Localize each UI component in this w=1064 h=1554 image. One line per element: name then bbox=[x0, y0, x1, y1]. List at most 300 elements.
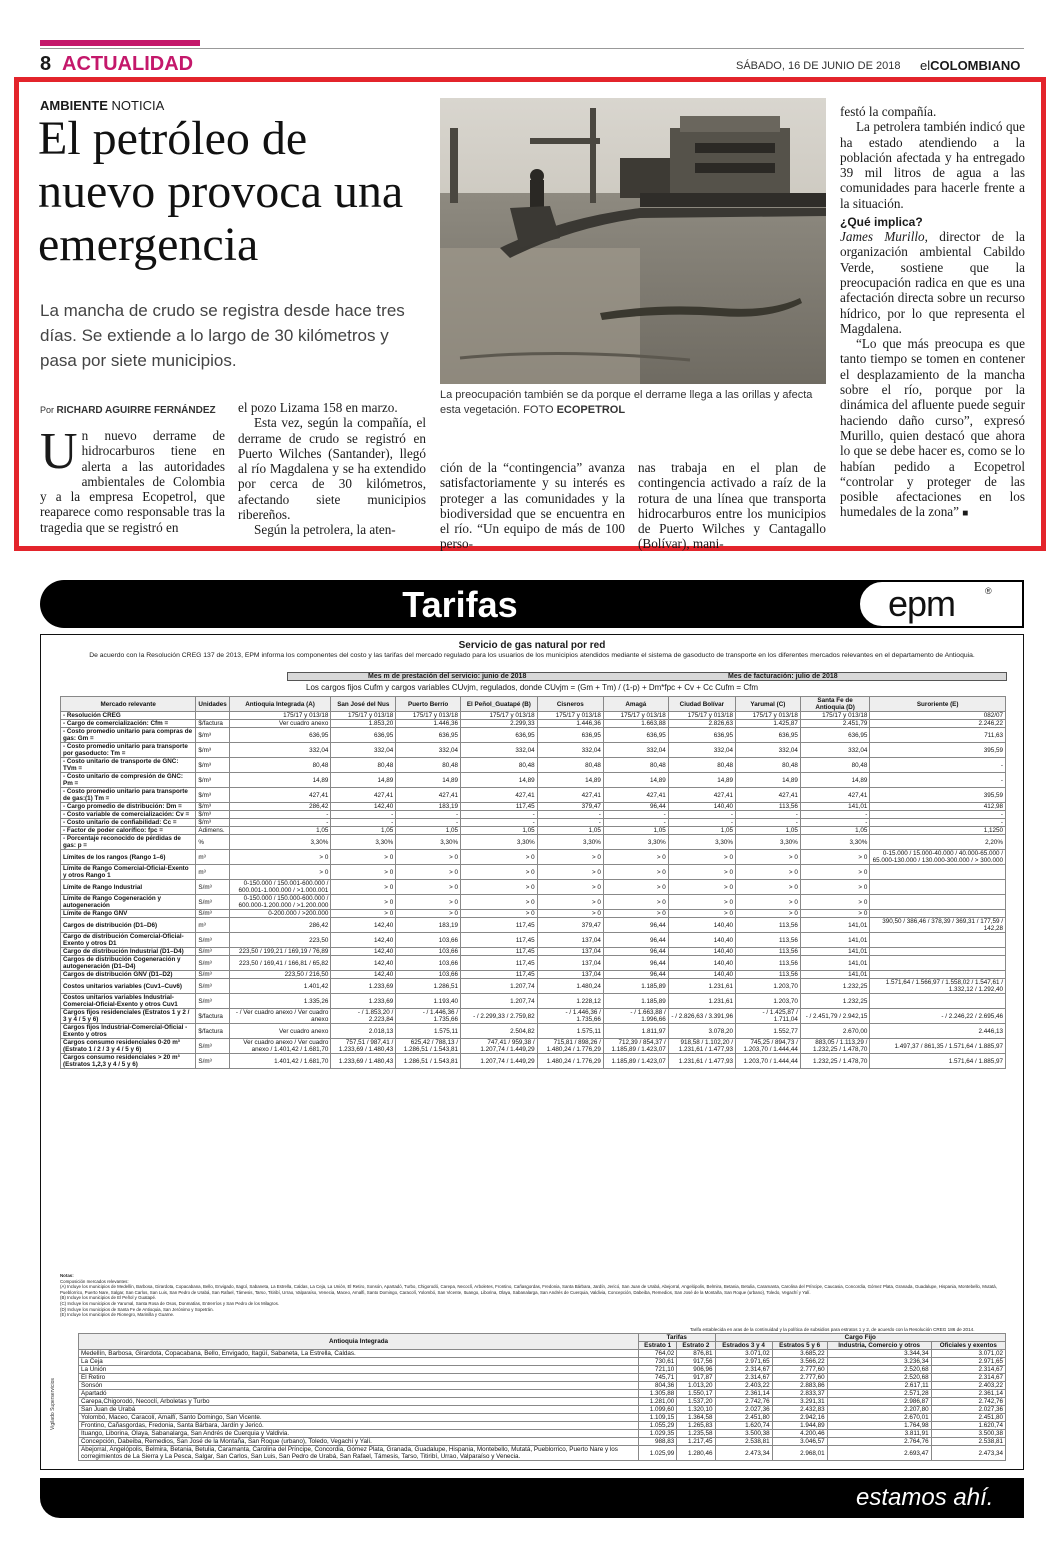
oil-spill-photo bbox=[440, 98, 826, 384]
tariff-value: 2.361,14 bbox=[931, 1390, 1005, 1398]
tariff-value: 2.617,11 bbox=[827, 1382, 931, 1390]
row-value: > 0 bbox=[668, 865, 735, 880]
top-accent-rule bbox=[40, 40, 200, 46]
row-value: 14,89 bbox=[735, 773, 800, 788]
article-kicker bbox=[40, 98, 164, 113]
row-value: 636,95 bbox=[800, 728, 870, 743]
tariff-value: 2.473,34 bbox=[715, 1446, 772, 1461]
row-value: - bbox=[870, 773, 1006, 788]
column-5-paragraph-4-text: “Lo que más preocupa es que tanto tiempo se tomen en contener el desplazamiento de la mancha sobre el río, porque por la dinámica del afluente puede seguir haciendo daño curso”, expresó Murillo, quien destacó que ahora lo que se debe hacer es, como se lo habían pedido a Ecopetrol “controlar y proteger de las posible afectaciones en los humedales de la zona” bbox=[840, 336, 1025, 520]
row-value: 3,30% bbox=[537, 835, 603, 850]
row-value: > 0 bbox=[396, 895, 461, 910]
row-value: 427,41 bbox=[800, 788, 870, 803]
row-value: > 0 bbox=[735, 865, 800, 880]
antioquia-row bbox=[79, 1398, 1006, 1406]
gas-tariff-row bbox=[61, 865, 1006, 880]
row-value: 142,40 bbox=[331, 956, 396, 971]
row-value: > 0 bbox=[603, 895, 668, 910]
row-value: 918,58 / 1.102,20 / 1.231,61 / 1.477,93 bbox=[668, 1039, 735, 1054]
tariff-value: 2.971,65 bbox=[931, 1358, 1005, 1366]
tariff-value: 1.944,89 bbox=[772, 1422, 827, 1430]
row-value: S/m³ bbox=[196, 895, 229, 910]
row-value: 175/17 y 013/18 bbox=[668, 712, 735, 720]
row-value: - / Ver cuadro anexo / Ver cuadro anexo bbox=[229, 1009, 331, 1024]
tariff-formula: Los cargos fijos Cufm y cargos variables CUvjm, regulados, donde CUvjm = (Gm + Tm) / (1-p) + Dm*fpc + Cv + Cc Cufm = Cfm bbox=[306, 683, 758, 692]
row-value: S/m³ bbox=[196, 979, 229, 994]
row-value: - bbox=[537, 819, 603, 827]
tariff-value: 3.344,34 bbox=[827, 1350, 931, 1358]
tariff-value: 3.046,57 bbox=[772, 1438, 827, 1446]
tariff-value: 2.403,22 bbox=[715, 1382, 772, 1390]
row-value: 636,95 bbox=[461, 728, 538, 743]
row-value: 747,41 / 959,38 / 1.207,74 / 1.449,29 bbox=[461, 1039, 538, 1054]
row-label: Cargo de distribución Comercial-Oficial-Exento y otros D1 bbox=[61, 933, 196, 948]
row-value: 1.233,69 bbox=[331, 994, 396, 1009]
row-value: S/m³ bbox=[196, 971, 229, 979]
row-value: 332,04 bbox=[461, 743, 538, 758]
row-value: 332,04 bbox=[603, 743, 668, 758]
row-label: - Factor de poder calorífico: fpc = bbox=[61, 827, 196, 835]
row-value: 80,48 bbox=[603, 758, 668, 773]
municipality-cell: Medellín, Barbosa, Girardota, Copacabana, Bello, Envigado, Itagüí, Sabaneta, La Estrella, Caldas. bbox=[79, 1350, 639, 1358]
row-value: 14,89 bbox=[668, 773, 735, 788]
gas-tariff-row bbox=[61, 910, 1006, 918]
row-label: - Cargo promedio de distribución: Dm = bbox=[61, 803, 196, 811]
row-value: 1.446,36 bbox=[396, 720, 461, 728]
tariff-value: 917,56 bbox=[677, 1358, 715, 1366]
antioquia-row bbox=[79, 1382, 1006, 1390]
row-value: 1,05 bbox=[331, 827, 396, 835]
row-label: - Porcentaje reconocido de pérdidas de gas: p = bbox=[61, 835, 196, 850]
row-value: 117,45 bbox=[461, 948, 538, 956]
billing-period-bar bbox=[287, 672, 1007, 681]
row-value: 1.401,42 bbox=[229, 979, 331, 994]
row-value: 427,41 bbox=[229, 788, 331, 803]
tariff-value: 2.942,16 bbox=[772, 1414, 827, 1422]
note-line: (B) Incluye los municipios de El Peñol y Guatapé. bbox=[60, 1295, 157, 1301]
row-value: 117,45 bbox=[461, 933, 538, 948]
row-value: > 0 bbox=[800, 880, 870, 895]
tariff-value: 2.520,68 bbox=[827, 1374, 931, 1382]
row-value: 0-150.000 / 150.000-600.000 / 600.000-1.200.000 / >1.200.000 bbox=[229, 895, 331, 910]
row-value: 80,48 bbox=[537, 758, 603, 773]
row-value: 2.018,13 bbox=[331, 1024, 396, 1039]
row-value: 636,95 bbox=[331, 728, 396, 743]
row-value: 1,05 bbox=[229, 827, 331, 835]
antioquia-row bbox=[79, 1406, 1006, 1414]
row-value: 103,66 bbox=[396, 956, 461, 971]
column-5-subheading: ¿Qué implica? bbox=[840, 215, 923, 230]
gas-tariff-row bbox=[61, 850, 1006, 865]
gas-tariff-body bbox=[61, 712, 1006, 1069]
row-value: Adimens. bbox=[196, 827, 229, 835]
row-value: 332,04 bbox=[735, 743, 800, 758]
tariff-value: 917,87 bbox=[677, 1374, 715, 1382]
column-5-paragraph-2: La petrolera también indicó que ha estado atendiendo a la población afectada y ha entregado 39 mil litros de agua a las comunidades para hacerle frente a la situación. bbox=[840, 119, 1025, 211]
note-line: (A) Incluye los municipios de Medellín, Barbosa, Girardota, Copacabana, Bello, Envigado, Itagüí, Sabaneta, La Estrella, Caldas, La Ceja, La Unión, El Retiro, Sonsón, Apartadó, Turbo, Chigorodó, Carepa, Necoclí, Arboletes, Frontino, Cañasgordas, Fredonia, Santa Bárbara, Jardín, Jericó, San Juan de Urabá, Abejorral, Angelópolis, Belmira, Betania, Betulia, Caramanta, Carolina del Príncipe, Caucasia, Concordia, Gómez Plata, Granada, Guadalupe, Hispania, Montebello, Mutatá, Pueblorrico, Puerto Nare, Salgar, San Carlos, San Luis, San Pedro de Urabá, San Rafael, Támesis, Tarso, Titiribí, Urrao, Valparaíso, Venecia, Maceo, Amalfi, Santo Domingo, Caracolí, Yolombó, San Vicente, Ituango, Liborina, Olaya, Sabanalarga, San Andrés de Cuerquia, Valdivia, Concepción, Dabeiba, Remedios, San José de la Montaña, San Roque (urbano), Toledo, Vegachí y Yalí. bbox=[60, 1284, 997, 1295]
tariff-value: 2.986,87 bbox=[827, 1398, 931, 1406]
row-label: Cargos de distribución Cogeneración y autogeneración (D1–D4) bbox=[61, 956, 196, 971]
row-value: 96,44 bbox=[603, 956, 668, 971]
tariff-value: 2.207,80 bbox=[827, 1406, 931, 1414]
antioquia-group-row bbox=[79, 1334, 1006, 1342]
row-value: 1,05 bbox=[735, 827, 800, 835]
tariff-value: 3.291,31 bbox=[772, 1398, 827, 1406]
row-label: Cargo de distribución Industrial (D1–D4) bbox=[61, 948, 196, 956]
row-value: > 0 bbox=[800, 865, 870, 880]
row-value: 142,40 bbox=[331, 971, 396, 979]
row-value: - bbox=[735, 819, 800, 827]
tariff-value: 2.403,22 bbox=[931, 1382, 1005, 1390]
quoted-source-name: James Murillo bbox=[840, 229, 925, 245]
row-value: S/m³ bbox=[196, 880, 229, 895]
row-value: 142,40 bbox=[331, 933, 396, 948]
gas-tariff-row bbox=[61, 788, 1006, 803]
row-value: 1.480,24 / 1.776,29 bbox=[537, 1054, 603, 1069]
row-value: 390,50 / 386,46 / 378,39 / 369,31 / 177,59 / 142,28 bbox=[870, 918, 1006, 933]
row-value: > 0 bbox=[537, 850, 603, 865]
row-value: - / 1.853,20 / 2.223,84 bbox=[331, 1009, 396, 1024]
gas-tariff-row bbox=[61, 1024, 1006, 1039]
tariff-value: 2.777,60 bbox=[772, 1366, 827, 1374]
row-value: 1.575,11 bbox=[537, 1024, 603, 1039]
antioquia-body bbox=[79, 1350, 1006, 1461]
row-value: 137,04 bbox=[537, 971, 603, 979]
row-value: Ver cuadro anexo bbox=[229, 1024, 331, 1039]
gas-tariff-row bbox=[61, 803, 1006, 811]
row-value: - / 1.663,88 / 1.996,66 bbox=[603, 1009, 668, 1024]
tariff-value: 3.811,91 bbox=[827, 1430, 931, 1438]
antioquia-header-cell: Estratos 5 y 6 bbox=[772, 1342, 827, 1350]
tariff-value: 2.432,83 bbox=[772, 1406, 827, 1414]
row-value: - bbox=[461, 811, 538, 819]
gas-tariff-row bbox=[61, 758, 1006, 773]
row-value: - bbox=[396, 819, 461, 827]
tariff-value: 1.320,10 bbox=[677, 1406, 715, 1414]
byline-author: RICHARD AGUIRRE FERNÁNDEZ bbox=[56, 405, 216, 416]
row-value: 1.233,69 / 1.480,43 bbox=[331, 1054, 396, 1069]
row-value bbox=[870, 910, 1006, 918]
row-value: $/factura bbox=[196, 1009, 229, 1024]
vigilado-mark: Vigilado Superservicios bbox=[50, 1378, 56, 1430]
tariff-value: 3.071,02 bbox=[715, 1350, 772, 1358]
row-value: > 0 bbox=[603, 910, 668, 918]
tariff-value: 2.314,67 bbox=[715, 1374, 772, 1382]
row-value: $/m³ bbox=[196, 811, 229, 819]
row-value: - bbox=[229, 811, 331, 819]
row-value bbox=[870, 880, 1006, 895]
billing-month: Mes de facturación: julio de 2018 bbox=[728, 673, 838, 680]
row-value: 1.497,37 / 861,35 / 1.571,64 / 1.885,97 bbox=[870, 1039, 1006, 1054]
tariff-value: 2.571,28 bbox=[827, 1390, 931, 1398]
note-line: (E) Incluye los municipios de Rionegro, Marinilla y Guarne. bbox=[60, 1312, 175, 1318]
gas-tariff-row bbox=[61, 918, 1006, 933]
column-2-paragraph-1: el pozo Lizama 158 en marzo. bbox=[238, 400, 398, 415]
row-value: 175/17 y 013/18 bbox=[229, 712, 331, 720]
gas-tariff-row bbox=[61, 728, 1006, 743]
row-value: 1,05 bbox=[461, 827, 538, 835]
row-value: 427,41 bbox=[461, 788, 538, 803]
tariff-value: 3.500,38 bbox=[931, 1430, 1005, 1438]
row-value: 395,59 bbox=[870, 788, 1006, 803]
row-value: 140,40 bbox=[668, 956, 735, 971]
row-value: 223,50 / 199,21 / 169,19 / 76,89 bbox=[229, 948, 331, 956]
row-value: 1,05 bbox=[668, 827, 735, 835]
tariff-value: 2.693,47 bbox=[827, 1446, 931, 1461]
row-value: > 0 bbox=[537, 865, 603, 880]
row-value: 1.185,89 / 1.423,07 bbox=[603, 1054, 668, 1069]
tariff-intro: De acuerdo con la Resolución CREG 137 de 2013, EPM informa los componentes del costo y las tarifas del mercado regulado para los usuarios de los municipios atendidos mediante el sistema de gasoducto de transporte en los diferentes mercados relevantes en el departamento de Antioquia. bbox=[89, 652, 975, 659]
row-value: > 0 bbox=[331, 865, 396, 880]
row-label: Límite de Rango Cogeneración y autogeneración bbox=[61, 895, 196, 910]
gas-tariff-header-row bbox=[61, 697, 1006, 712]
row-value: > 0 bbox=[735, 910, 800, 918]
tariff-value: 1.109,15 bbox=[639, 1414, 677, 1422]
row-value: > 0 bbox=[735, 880, 800, 895]
article-column-4: nas trabaja en el plan de contingencia activado a raíz de la rotura de una línea que transporta hidrocarburos entre los municipios de Puerto Wilches y Cantagallo (Bolívar), mani- bbox=[638, 460, 826, 552]
row-value: 80,48 bbox=[461, 758, 538, 773]
row-label: Cargos consumo residenciales > 20 m³ (Estratos 1,2,3 y 4 / 5 y 6) bbox=[61, 1054, 196, 1069]
row-value: 113,56 bbox=[735, 918, 800, 933]
tariff-value: 1.217,45 bbox=[677, 1438, 715, 1446]
row-value: 117,45 bbox=[461, 956, 538, 971]
row-value: 745,25 / 894,73 / 1.203,70 / 1.444,44 bbox=[735, 1039, 800, 1054]
gas-tariff-table bbox=[60, 696, 1006, 1069]
row-label: Límite de Rango Industrial bbox=[61, 880, 196, 895]
row-value: 395,59 bbox=[870, 743, 1006, 758]
row-value: - bbox=[870, 819, 1006, 827]
row-value: 1.228,12 bbox=[537, 994, 603, 1009]
ad-slogan: estamos ahí. bbox=[856, 1484, 994, 1511]
cargo-fijo-group: Cargo Fijo bbox=[715, 1334, 1006, 1342]
row-value: - bbox=[800, 811, 870, 819]
municipality-cell: La Ceja bbox=[79, 1358, 639, 1366]
row-value: % bbox=[196, 835, 229, 850]
tariff-value: 4.200,46 bbox=[772, 1430, 827, 1438]
antioquia-row bbox=[79, 1350, 1006, 1358]
tariff-value: 1.235,58 bbox=[677, 1430, 715, 1438]
row-value: 3,30% bbox=[396, 835, 461, 850]
tariff-value: 1.281,00 bbox=[639, 1398, 677, 1406]
row-value: 636,95 bbox=[537, 728, 603, 743]
row-value bbox=[870, 956, 1006, 971]
row-value: > 0 bbox=[331, 910, 396, 918]
row-value: > 0 bbox=[668, 895, 735, 910]
row-value: 141,01 bbox=[800, 933, 870, 948]
gas-tariff-header-cell: Cisneros bbox=[537, 697, 603, 712]
row-label: Cargos de distribución GNV (D1–D2) bbox=[61, 971, 196, 979]
tariff-value: 1.099,60 bbox=[639, 1406, 677, 1414]
row-value: 80,48 bbox=[396, 758, 461, 773]
gas-tariff-header-cell: Antioquia Integrada (A) bbox=[229, 697, 331, 712]
row-value: 137,04 bbox=[537, 948, 603, 956]
row-value: 1.231,61 / 1.477,93 bbox=[668, 1054, 735, 1069]
row-value: > 0 bbox=[668, 880, 735, 895]
row-value: - bbox=[396, 811, 461, 819]
row-value: 1.232,25 bbox=[800, 994, 870, 1009]
tariff-value: 3.071,02 bbox=[931, 1350, 1005, 1358]
column-5-paragraph-4 bbox=[840, 336, 1025, 522]
row-value: 1.207,74 bbox=[461, 994, 538, 1009]
tariff-value: 3.236,34 bbox=[827, 1358, 931, 1366]
row-value: 141,01 bbox=[800, 956, 870, 971]
registered-mark: ® bbox=[985, 586, 992, 596]
row-value: 2.670,00 bbox=[800, 1024, 870, 1039]
caption-text: La preocupación también se da porque el derrame llega a las orillas y afecta esta vegetación. FOTO bbox=[440, 389, 813, 416]
row-value: 3,30% bbox=[668, 835, 735, 850]
tariff-value: 721,10 bbox=[639, 1366, 677, 1374]
epm-logo: epm bbox=[888, 583, 956, 624]
row-value: 14,89 bbox=[537, 773, 603, 788]
tariff-value: 2.027,36 bbox=[931, 1406, 1005, 1414]
gas-tariff-header-cell: Mercado relevante bbox=[61, 697, 196, 712]
tariff-value: 2.742,76 bbox=[931, 1398, 1005, 1406]
note-line: (D) Incluye los municipios de Santa Fe de Antioquia, San Jerónimo y Sopetrán. bbox=[60, 1306, 214, 1312]
row-value: 636,95 bbox=[229, 728, 331, 743]
gas-tariff-header-cell: Suroriente (E) bbox=[870, 697, 1006, 712]
antioquia-row bbox=[79, 1422, 1006, 1430]
row-value: 636,95 bbox=[735, 728, 800, 743]
row-value: 1.401,42 / 1.681,70 bbox=[229, 1054, 331, 1069]
row-value: 1.203,70 bbox=[735, 994, 800, 1009]
row-value: 1.185,89 bbox=[603, 979, 668, 994]
row-value: 113,56 bbox=[735, 933, 800, 948]
column-5-paragraph-3 bbox=[840, 229, 1025, 336]
row-value: 3,30% bbox=[800, 835, 870, 850]
column-5-paragraph-3-text: , director de la organización ambiental Cabildo Verde, sostiene que la preocupación radica en que es una afectación directa sobre un recurso hídrico, por lo que representa el Magdalena. bbox=[840, 229, 1025, 336]
tariff-value: 2.314,67 bbox=[715, 1366, 772, 1374]
row-value: - / 2.826,63 / 3.391,96 bbox=[668, 1009, 735, 1024]
row-value: 1.232,25 / 1.478,70 bbox=[800, 1054, 870, 1069]
row-value: 96,44 bbox=[603, 803, 668, 811]
row-value: > 0 bbox=[800, 850, 870, 865]
page-number: 8 bbox=[40, 53, 52, 75]
row-value: - bbox=[331, 811, 396, 819]
row-value: - bbox=[870, 758, 1006, 773]
row-value: 14,89 bbox=[603, 773, 668, 788]
row-value: 082/07 bbox=[870, 712, 1006, 720]
row-value: 14,89 bbox=[331, 773, 396, 788]
municipality-cell: La Unión bbox=[79, 1366, 639, 1374]
row-value: 80,48 bbox=[800, 758, 870, 773]
antioquia-row bbox=[79, 1430, 1006, 1438]
tariff-value: 2.314,67 bbox=[931, 1366, 1005, 1374]
tariff-value: 2.971,65 bbox=[715, 1358, 772, 1366]
antioquia-row bbox=[79, 1374, 1006, 1382]
newspaper-logo bbox=[920, 58, 1020, 73]
row-value: 3,30% bbox=[461, 835, 538, 850]
row-value: 427,41 bbox=[537, 788, 603, 803]
municipality-cell: San Juan de Urabá bbox=[79, 1406, 639, 1414]
row-value: > 0 bbox=[537, 910, 603, 918]
gas-tariff-header-cell: Santa Fe de Antioquia (D) bbox=[800, 697, 870, 712]
tariff-value: 1.620,74 bbox=[715, 1422, 772, 1430]
row-value: > 0 bbox=[537, 880, 603, 895]
gas-tariff-row bbox=[61, 1054, 1006, 1069]
tariff-value: 906,96 bbox=[677, 1366, 715, 1374]
row-value: 1.853,20 bbox=[331, 720, 396, 728]
row-value: 636,95 bbox=[603, 728, 668, 743]
article-column-5 bbox=[840, 104, 1025, 522]
row-value: 113,56 bbox=[735, 956, 800, 971]
row-value: 1.335,26 bbox=[229, 994, 331, 1009]
row-value: 427,41 bbox=[603, 788, 668, 803]
row-value: > 0 bbox=[603, 850, 668, 865]
row-value: 712,39 / 854,37 / 1.185,89 / 1.423,07 bbox=[603, 1039, 668, 1054]
note-line: (C) Incluye los municipios de Yarumal, Santa Rosa de Osos, Donmatías, Entrerríos y San Pedro de los Milagros. bbox=[60, 1300, 279, 1306]
row-value: 3,30% bbox=[735, 835, 800, 850]
tarifas-group: Tarifas bbox=[639, 1334, 716, 1342]
column-5-paragraph-1: festó la compañía. bbox=[840, 104, 937, 119]
row-value: 80,48 bbox=[735, 758, 800, 773]
row-value: > 0 bbox=[461, 910, 538, 918]
row-value: 2.299,33 bbox=[461, 720, 538, 728]
antioquia-header-cell: Estrato 1 bbox=[639, 1342, 677, 1350]
row-value: 1.663,88 bbox=[603, 720, 668, 728]
row-label: - Resolución CREG bbox=[61, 712, 196, 720]
row-value: > 0 bbox=[735, 850, 800, 865]
tariff-notes bbox=[60, 1273, 1004, 1318]
tariff-value: 2.670,01 bbox=[827, 1414, 931, 1422]
article-column-2 bbox=[238, 400, 426, 538]
row-value: 140,40 bbox=[668, 971, 735, 979]
row-value: 80,48 bbox=[331, 758, 396, 773]
row-value: 332,04 bbox=[668, 743, 735, 758]
row-value bbox=[870, 895, 1006, 910]
row-value bbox=[870, 948, 1006, 956]
row-label: Costos unitarios variables Industrial-Comercial-Oficial-Exento y otros Cuv1 bbox=[61, 994, 196, 1009]
row-value: 80,48 bbox=[668, 758, 735, 773]
row-value: 117,45 bbox=[461, 971, 538, 979]
gas-tariff-row bbox=[61, 712, 1006, 720]
row-value: 140,40 bbox=[668, 948, 735, 956]
row-value: 1.193,40 bbox=[396, 994, 461, 1009]
row-value: 332,04 bbox=[537, 743, 603, 758]
tariff-value: 3.685,22 bbox=[772, 1350, 827, 1358]
row-value: > 0 bbox=[331, 850, 396, 865]
article-column-1 bbox=[40, 423, 225, 535]
service-month: Mes m de prestación del servicio: junio de 2018 bbox=[368, 673, 527, 680]
row-label: Límite de Rango GNV bbox=[61, 910, 196, 918]
row-value: 0-15.000 / 15.000-40.000 / 40.000-65.000 / 65.000-130.000 / 130.000-300.000 / > 300.000 bbox=[870, 850, 1006, 865]
row-value: m³ bbox=[196, 918, 229, 933]
row-value: 1.203,70 / 1.444,44 bbox=[735, 1054, 800, 1069]
row-value: > 0 bbox=[396, 910, 461, 918]
gas-tariff-row bbox=[61, 835, 1006, 850]
row-value: 636,95 bbox=[396, 728, 461, 743]
column-2-paragraph-2: Esta vez, según la compañía, el derrame de crudo se registró en Puerto Wilches (Santander), llegó al río Magdalena y se ha extendido por cerca de 30 kilómetros, afectando siete municipios ribereños. bbox=[238, 415, 426, 523]
row-label: - Costo unitario de compresión de GNC: Pm = bbox=[61, 773, 196, 788]
antioquia-header-cell: Industria, Comercio y otros bbox=[827, 1342, 931, 1350]
gas-tariff-header-cell: Puerto Berrío bbox=[396, 697, 461, 712]
row-value: > 0 bbox=[668, 910, 735, 918]
row-value: 141,01 bbox=[800, 803, 870, 811]
row-value: 183,19 bbox=[396, 803, 461, 811]
row-value: - bbox=[537, 811, 603, 819]
municipality-cell: Ituango, Liborina, Olaya, Sabanalarga, San Andrés de Cuerquia y Valdivia. bbox=[79, 1430, 639, 1438]
row-value: 14,89 bbox=[396, 773, 461, 788]
row-value: 1.571,64 / 1.885,97 bbox=[870, 1054, 1006, 1069]
tariff-value: 804,36 bbox=[639, 1382, 677, 1390]
row-value: Ver cuadro anexo / Ver cuadro anexo / 1.401,42 / 1.681,70 bbox=[229, 1039, 331, 1054]
row-value: 3,30% bbox=[229, 835, 331, 850]
row-value: 117,45 bbox=[461, 918, 538, 933]
row-value: 96,44 bbox=[603, 948, 668, 956]
row-value: 142,40 bbox=[331, 803, 396, 811]
row-value: 113,56 bbox=[735, 803, 800, 811]
gas-tariff-row bbox=[61, 994, 1006, 1009]
row-value: $/m³ bbox=[196, 803, 229, 811]
